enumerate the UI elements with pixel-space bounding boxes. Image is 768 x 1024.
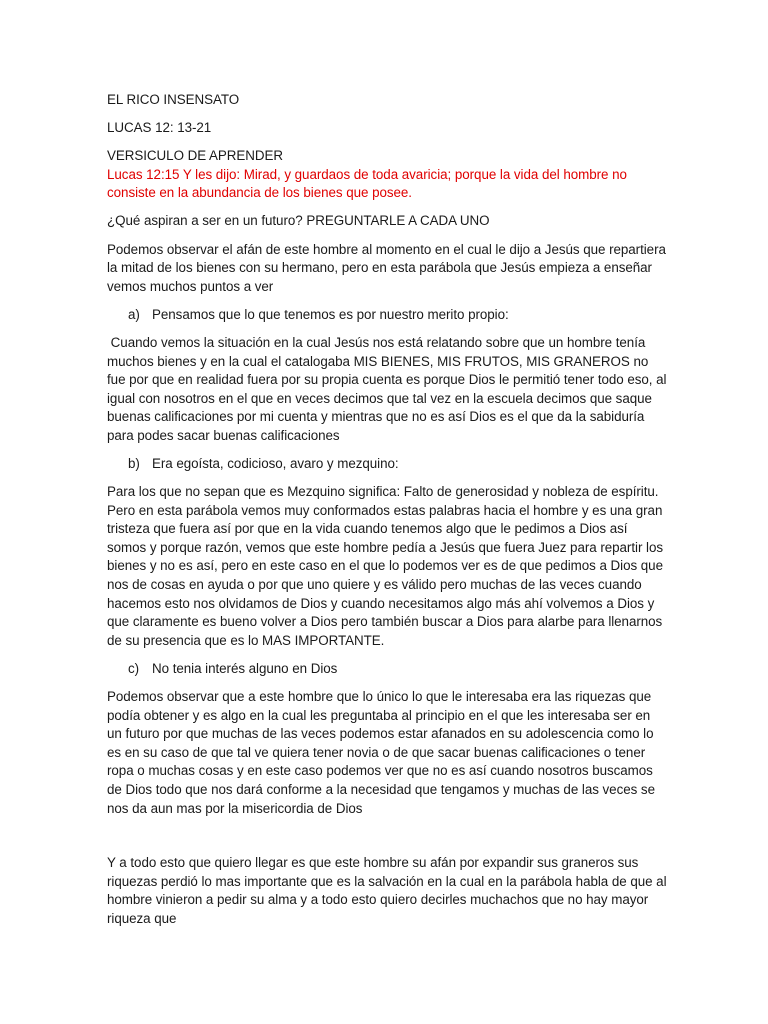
point-b-paragraph: Para los que no sepan que es Mezquino significa: Falto de generosidad y nobleza de espíritu. Pero en esta parábola vemos muy conformados estas palabras hacia el hombre y es una gran tristeza que fuera así por que en la vida cuando tenemos algo que le pedimos a Dios así somos y porque razón, vemos que este hombre pedía a Jesús que fuera Juez para repartir los bienes y no es así, pero en este caso en el que lo podemos ver es de que pedimos a Dios que nos de cosas en ayuda o por que uno quiere y es válido pero muchas de las veces cuando hacemos esto nos olvidamos de Dios y cuando necesitamos algo más ahí volvemos a Dios y que claramente es bueno volver a Dios pero también buscar a Dios para alarbe para llenarnos de su presencia que es lo MAS IMPORTANTE.: [107, 484, 663, 648]
point-b-marker: b): [128, 456, 140, 471]
memory-verse-heading: VERSICULO DE APRENDER: [107, 148, 284, 164]
intro-paragraph: Podemos observar el afán de este hombre al momento en el cual le dijo a Jesús que repartiera la mitad de los bienes con su hermano, pero en esta parábola que Jesús empieza a enseñar vemos muchos puntos a ver: [107, 241, 666, 294]
point-a-marker: a): [128, 306, 140, 322]
document-body: [107, 91, 671, 929]
point-a-paragraph: Cuando vemos la situación en la cual Jesús nos está relatando sobre que un hombre tenía muchos bienes y en la cual el catalogaba MIS BIENES, MIS FRUTOS, MIS GRANEROS no fue por que en realidad fuera por su propia cuenta es porque Dios le permitió tener todo eso, al igual con nosotros en el que en veces decimos que tal vez en la escuela decimos que saque buenas calificaciones por mi cuenta y mientras que no es así Dios es el que da la sabiduría para podes sacar buenas calificaciones: [107, 334, 671, 443]
point-c-heading: [107, 660, 667, 679]
document-title: EL RICO INSENSATO: [107, 92, 240, 107]
point-c-label: No tenia interés alguno en Dios: [152, 660, 338, 676]
point-a-label: Pensamos que lo que tenemos es por nuestro merito propio:: [152, 306, 509, 322]
point-a-heading: [107, 306, 667, 325]
point-c-paragraph: Podemos observar que a este hombre que lo único lo que le interesaba era las riquezas que podía obtener y es algo en la cual les preguntaba al principio en el que les interesaba ser en un futuro por que muchas de las veces podemos estar afanados en su adolescencia como lo es en su caso de que tal ve quiera tener novia o de que sacar buenas calificaciones o tener ropa o muchas cosas y en este caso podemos ver que no es así cuando nosotros buscamos de Dios todo que nos dará conforme a la necesidad que tengamos y muchas de las veces se nos da aun mas por la misericordia de Dios: [107, 689, 655, 816]
discussion-question: ¿Qué aspiran a ser en un futuro? PREGUNTARLE A CADA UNO: [107, 213, 490, 229]
point-b-heading: [107, 455, 667, 474]
memory-verse-text: Lucas 12:15 Y les dijo: Mirad, y guardaos de toda avaricia; porque la vida del hombre no consiste en la abundancia de los bienes que posee.: [107, 166, 627, 201]
point-c-marker: c): [128, 660, 140, 676]
point-b-label: Era egoísta, codicioso, avaro y mezquino:: [152, 456, 399, 471]
closing-paragraph: Y a todo esto que quiero llegar es que este hombre su afán por expandir sus graneros sus riquezas perdió lo mas importante que es la salvación en la cual en la parábola habla de que al hombre vinieron a pedir su alma y a todo esto quiero decirles muchachos que no hay mayor riqueza que: [107, 855, 667, 926]
scripture-reference: LUCAS 12: 13-21: [107, 120, 212, 136]
